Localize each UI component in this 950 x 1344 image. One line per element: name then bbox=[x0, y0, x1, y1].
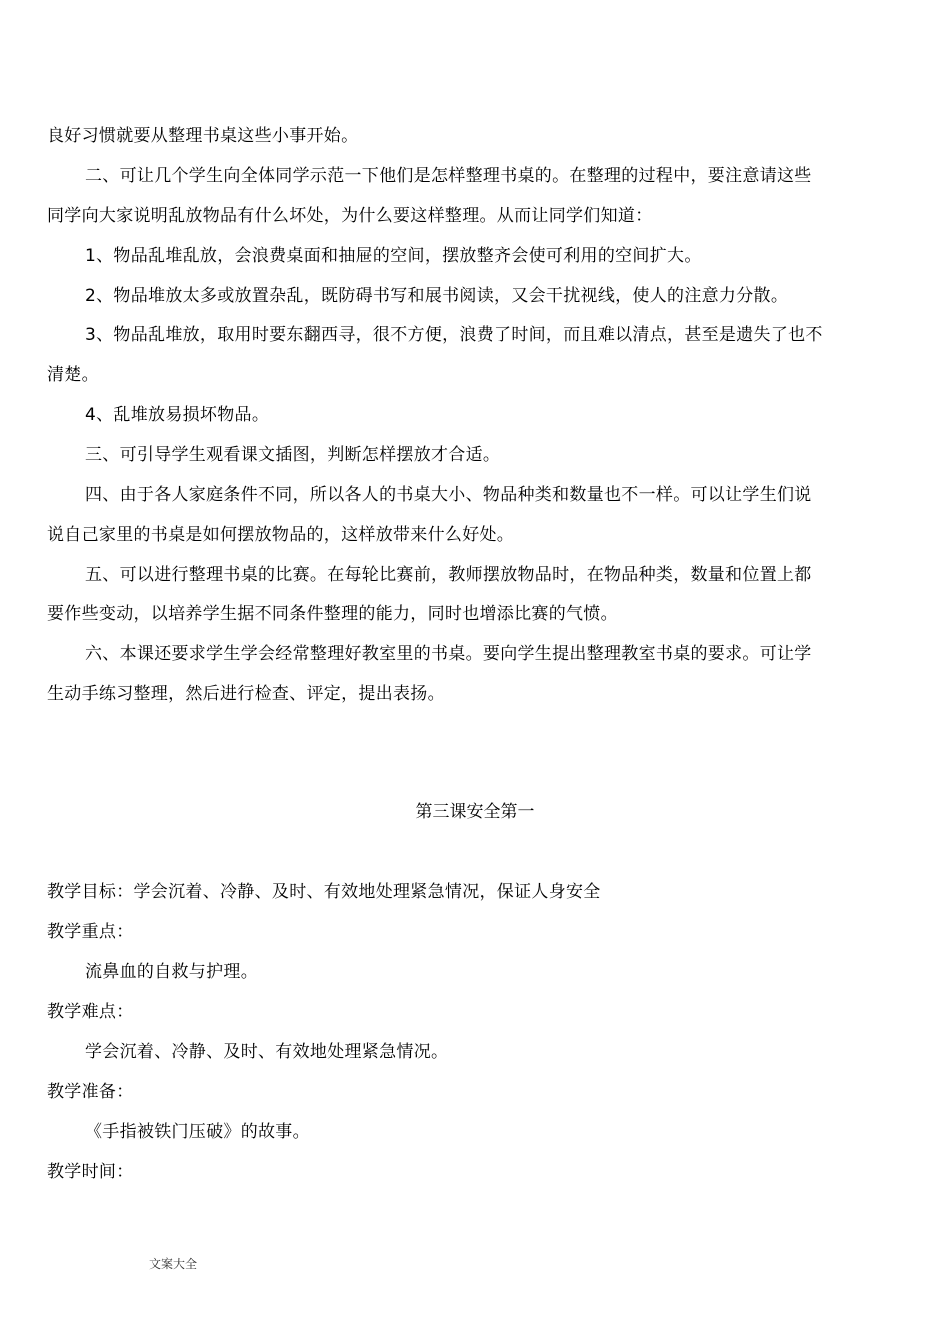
paragraph-line: 二、可让几个学生向全体同学示范一下他们是怎样整理书桌的。在整理的过程中，要注意请这些 bbox=[85, 166, 812, 186]
paragraph-line: 三、可引导学生观看课文插图，判断怎样摆放才合适。 bbox=[85, 445, 501, 465]
time-label: 教学时间： bbox=[47, 1162, 134, 1182]
paragraph-line: 要作些变动，以培养学生据不同条件整理的能力，同时也增添比赛的气愤。 bbox=[47, 604, 618, 624]
page-footer: 文案大全 bbox=[149, 1257, 198, 1271]
preparation-text: 《手指被铁门压破》的故事。 bbox=[85, 1122, 310, 1142]
key-point-text: 流鼻血的自救与护理。 bbox=[85, 962, 258, 982]
paragraph-line: 四、由于各人家庭条件不同，所以各人的书桌大小、物品种类和数量也不一样。可以让学生们说 bbox=[85, 485, 812, 505]
list-item: 2、物品堆放太多或放置杂乱，既防碍书写和展书阅读，又会干扰视线，使人的注意力分散。 bbox=[85, 286, 789, 306]
key-point-label: 教学重点： bbox=[47, 922, 134, 942]
list-item: 3、物品乱堆放，取用时要东翻西寻，很不方便，浪费了时间，而且难以清点，甚至是遗失了也不 bbox=[85, 325, 823, 345]
difficulty-text: 学会沉着、冷静、及时、有效地处理紧急情况。 bbox=[85, 1042, 449, 1062]
difficulty-label: 教学难点： bbox=[47, 1002, 134, 1022]
list-item: 4、乱堆放易损坏物品。 bbox=[85, 405, 270, 425]
paragraph-line: 生动手练习整理，然后进行检查、评定，提出表扬。 bbox=[47, 684, 445, 704]
paragraph-line: 同学向大家说明乱放物品有什么坏处，为什么要这样整理。从而让同学们知道： bbox=[47, 206, 653, 226]
paragraph-line: 说自己家里的书桌是如何摆放物品的，这样放带来什么好处。 bbox=[47, 525, 515, 545]
lesson-title: 第三课安全第一 bbox=[415, 802, 535, 822]
paragraph-line: 五、可以进行整理书桌的比赛。在每轮比赛前，教师摆放物品时，在物品种类，数量和位置上都 bbox=[85, 565, 812, 585]
teaching-goal: 教学目标：学会沉着、冷静、及时、有效地处理紧急情况，保证人身安全 bbox=[47, 882, 601, 902]
list-item: 1、物品乱堆乱放，会浪费桌面和抽屉的空间，摆放整齐会使可利用的空间扩大。 bbox=[85, 246, 702, 266]
paragraph-line: 六、本课还要求学生学会经常整理好教室里的书桌。要向学生提出整理教室书桌的要求。可让学 bbox=[85, 644, 812, 664]
preparation-label: 教学准备： bbox=[47, 1082, 134, 1102]
paragraph-line: 清楚。 bbox=[47, 365, 99, 385]
paragraph-line: 良好习惯就要从整理书桌这些小事开始。 bbox=[47, 126, 359, 146]
